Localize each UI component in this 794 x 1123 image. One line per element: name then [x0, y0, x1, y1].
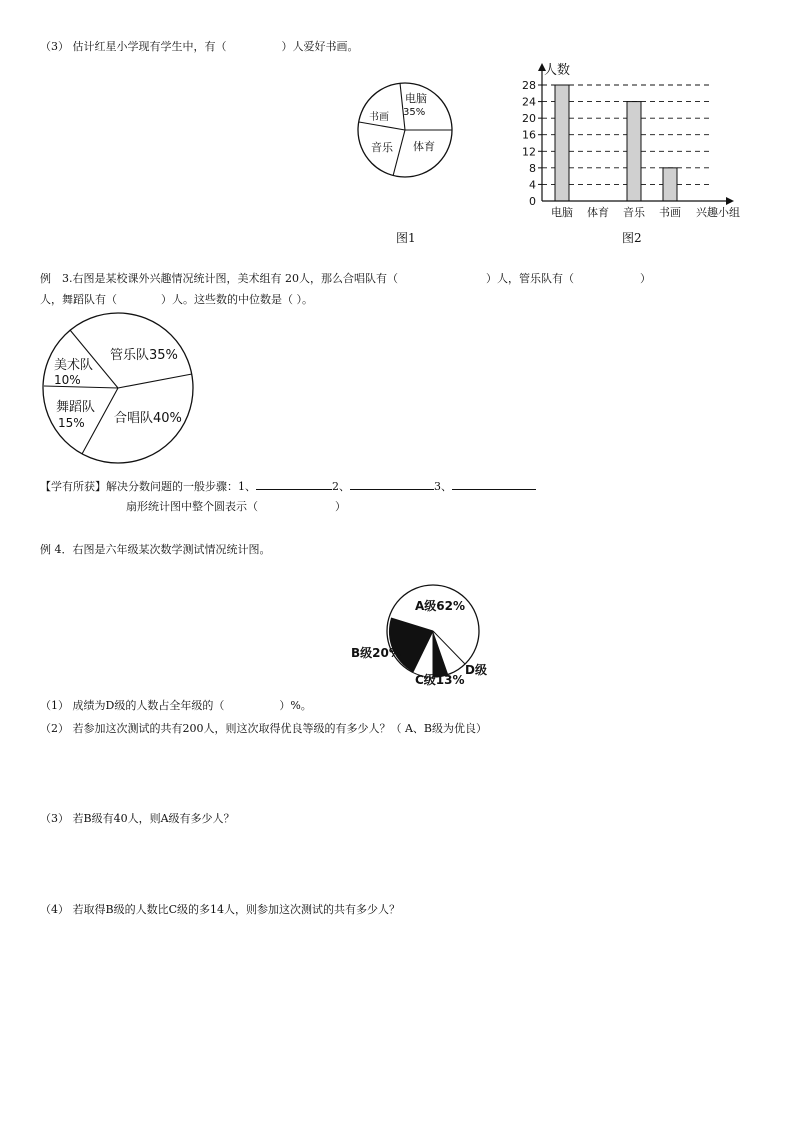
question-3-text: （3） 估计红星小学现有学生中，有（ ）人爱好书画。	[40, 40, 359, 53]
example4-q2: （2） 若参加这次测试的共有200人，则这次取得优良等级的有多少人？（ A、B级为优良）	[40, 722, 488, 735]
slice-label-c: C级13%	[415, 673, 465, 687]
slice-pct-dance: 15%	[58, 416, 85, 430]
slice-label-d: D级	[465, 663, 487, 677]
x-tick-labels	[551, 205, 681, 219]
slice-label-art: 美术队	[54, 358, 94, 373]
y-tick-label: 4	[529, 178, 536, 192]
bar	[627, 102, 641, 201]
learn-line2: 扇形统计图中整个圆表示（ ）	[126, 500, 346, 513]
example4-q4: （4） 若取得B级的人数比C级的多14人，则参加这次测试的共有多少人？	[40, 903, 400, 916]
slice-label-choir: 合唱队40%	[114, 411, 182, 426]
bar	[555, 85, 569, 201]
step1-label: 1、	[238, 480, 256, 493]
step2-label: 2、	[332, 480, 350, 493]
example4-intro: 例 4．右图是六年级某次数学测试情况统计图。	[40, 543, 271, 556]
y-tick-label: 24	[522, 95, 536, 109]
step3-blank[interactable]	[452, 477, 536, 490]
slice-label-b: B级20%	[351, 646, 401, 660]
x-tick-label: 电脑	[551, 206, 573, 219]
y-tick-label: 8	[529, 161, 536, 175]
y-tick-label: 16	[522, 128, 536, 142]
example3-pie-chart	[40, 312, 200, 464]
example3-line2: 人，舞蹈队有（ ）人。这些数的中位数是（ ）。	[40, 293, 313, 306]
slice-label-brass: 管乐队35%	[110, 348, 178, 363]
figure2-bar-chart	[510, 58, 750, 223]
x-tick-label: 体育	[587, 206, 609, 219]
x-tick-label: 书画	[659, 206, 681, 219]
x-axis-arrow	[726, 197, 734, 205]
slice-pct-computer: 35%	[403, 107, 426, 118]
x-axis-title: 兴趣小组	[696, 206, 740, 219]
bars	[555, 85, 677, 201]
step2-blank[interactable]	[350, 477, 434, 490]
y-ticks	[522, 79, 542, 208]
slice-pct-art: 10%	[54, 373, 81, 387]
figure2-caption: 图2	[622, 231, 642, 245]
slice-label-calligraphy: 书画	[369, 112, 389, 123]
figure1-caption: 图1	[396, 231, 416, 245]
y-tick-label: 12	[522, 145, 536, 159]
example4-pie-chart	[345, 578, 525, 688]
bar	[663, 168, 677, 201]
example3-line1: 例 3.右图是某校课外兴趣情况统计图，美术组有 20人，那么合唱队有（ ）人，管乐队有（ ）	[40, 272, 651, 285]
learn-summary-line	[40, 477, 536, 494]
x-tick-label: 音乐	[623, 206, 645, 219]
slice-label-sports: 体育	[413, 140, 435, 153]
figure1-pie-chart	[355, 80, 455, 180]
step3-label: 3、	[434, 480, 452, 493]
example4-q1: （1） 成绩为D级的人数占全年级的（ ）%。	[40, 699, 312, 712]
slice-label-music: 音乐	[371, 141, 393, 154]
slice-label-a: A级62%	[415, 599, 466, 613]
y-tick-label: 20	[522, 112, 536, 126]
slice-label-dance: 舞蹈队	[56, 400, 96, 415]
learn-prefix: 【学有所获】解决分数问题的一般步骤：	[40, 480, 238, 493]
y-axis-title: 人数	[544, 63, 571, 78]
y-tick-label: 28	[522, 79, 536, 92]
example4-q3: （3） 若B级有40人，则A级有多少人？	[40, 812, 235, 825]
slice-label-computer: 电脑	[405, 92, 427, 105]
y-tick-label: 0	[529, 195, 536, 208]
step1-blank[interactable]	[256, 477, 332, 490]
